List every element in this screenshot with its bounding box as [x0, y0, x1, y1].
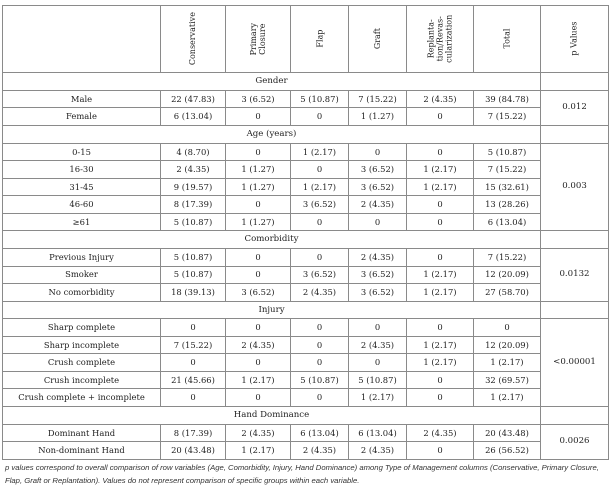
table-cell: 2 (4.35) — [407, 90, 474, 108]
p-value-cell: 0.003 — [541, 143, 609, 231]
table-cell: 2 (4.35) — [349, 442, 407, 460]
results-table-container — [2, 5, 608, 460]
row-label: Male — [3, 90, 161, 108]
table-cell: 0 — [291, 336, 349, 354]
table-row — [3, 213, 609, 231]
table-cell: 1 (2.17) — [474, 389, 541, 407]
row-label: Sharp complete — [3, 319, 161, 337]
header-replantation: Replanta- tion/Revas- cularization — [407, 6, 474, 73]
section-title: Injury — [3, 301, 541, 319]
table-cell: 27 (58.70) — [474, 284, 541, 302]
row-label: 46-60 — [3, 196, 161, 214]
table-cell: 0 — [407, 442, 474, 460]
table-cell: 9 (19.57) — [161, 178, 226, 196]
p-value-spacer — [541, 73, 609, 91]
table-cell: 20 (43.48) — [474, 424, 541, 442]
row-label: 16-30 — [3, 161, 161, 179]
table-cell: 1 (2.17) — [291, 178, 349, 196]
p-value-cell: 0.012 — [541, 90, 609, 125]
table-cell: 0 — [407, 371, 474, 389]
table-cell: 6 (13.04) — [161, 108, 226, 126]
table-row — [3, 249, 609, 267]
row-label: No comorbidity — [3, 284, 161, 302]
table-cell: 2 (4.35) — [226, 336, 291, 354]
header-graft: Graft — [349, 6, 407, 73]
row-label: Sharp incomplete — [3, 336, 161, 354]
table-cell: 3 (6.52) — [349, 284, 407, 302]
table-cell: 2 (4.35) — [291, 442, 349, 460]
table-row — [3, 371, 609, 389]
table-row — [3, 266, 609, 284]
table-row — [3, 178, 609, 196]
table-cell: 1 (2.17) — [407, 284, 474, 302]
header-p-values: p Values — [541, 6, 609, 73]
footnote: p values correspond to overall comparison of row variables (Age, Comorbidity, Injury, Hand Dominance) among Type of Management columns (Conservative, Primary Closure, Flap, Graft or Replantation). Values do not represent comparison of specific groups within each variable. — [5, 463, 599, 485]
table-cell: 0 — [226, 249, 291, 267]
table-cell: 8 (17.39) — [161, 424, 226, 442]
table-cell: 0 — [291, 108, 349, 126]
p-value-cell: 0.0026 — [541, 424, 609, 459]
table-row — [3, 284, 609, 302]
table-cell: 3 (6.52) — [349, 178, 407, 196]
table-cell: 3 (6.52) — [291, 266, 349, 284]
table-cell: 0 — [161, 319, 226, 337]
table-cell: 5 (10.87) — [349, 371, 407, 389]
table-cell: 0 — [407, 108, 474, 126]
row-label: Dominant Hand — [3, 424, 161, 442]
table-cell: 5 (10.87) — [291, 371, 349, 389]
row-label: Crush complete — [3, 354, 161, 372]
table-cell: 2 (4.35) — [407, 424, 474, 442]
table-cell: 0 — [291, 319, 349, 337]
table-cell: 1 (2.17) — [226, 442, 291, 460]
section-title: Hand Dominance — [3, 406, 541, 424]
header-total: Total — [474, 6, 541, 73]
table-cell: 2 (4.35) — [226, 424, 291, 442]
table-cell: 0 — [291, 354, 349, 372]
table-cell: 5 (10.87) — [474, 143, 541, 161]
table-row — [3, 90, 609, 108]
p-value-cell: 0.0132 — [541, 249, 609, 302]
header-primary-closure: Primary Closure — [226, 6, 291, 73]
table-cell: 0 — [407, 319, 474, 337]
table-cell: 7 (15.22) — [161, 336, 226, 354]
table-cell: 0 — [161, 389, 226, 407]
table-cell: 2 (4.35) — [291, 284, 349, 302]
table-cell: 0 — [407, 196, 474, 214]
table-cell: 1 (2.17) — [226, 371, 291, 389]
table-cell: 3 (6.52) — [226, 284, 291, 302]
table-cell: 0 — [407, 389, 474, 407]
p-value-spacer — [541, 231, 609, 249]
table-cell: 13 (28.26) — [474, 196, 541, 214]
table-cell: 1 (2.17) — [407, 336, 474, 354]
table-row — [3, 196, 609, 214]
section-header-row — [3, 301, 609, 319]
section-header-row — [3, 231, 609, 249]
table-cell: 1 (2.17) — [349, 389, 407, 407]
table-cell: 1 (2.17) — [474, 354, 541, 372]
table-row — [3, 442, 609, 460]
table-cell: 0 — [226, 319, 291, 337]
table-row — [3, 389, 609, 407]
section-header-row — [3, 125, 609, 143]
table-cell: 2 (4.35) — [349, 196, 407, 214]
table-cell: 1 (2.17) — [407, 354, 474, 372]
table-cell: 20 (43.48) — [161, 442, 226, 460]
table-body — [3, 73, 609, 460]
p-value-spacer — [541, 125, 609, 143]
table-cell: 8 (17.39) — [161, 196, 226, 214]
header-blank-cell — [3, 6, 161, 73]
table-cell: 18 (39.13) — [161, 284, 226, 302]
table-cell: 7 (15.22) — [349, 90, 407, 108]
p-value-spacer — [541, 406, 609, 424]
table-cell: 7 (15.22) — [474, 108, 541, 126]
table-cell: 0 — [291, 389, 349, 407]
section-header-row — [3, 73, 609, 91]
table-cell: 5 (10.87) — [161, 249, 226, 267]
table-cell: 26 (56.52) — [474, 442, 541, 460]
table-cell: 1 (1.27) — [226, 161, 291, 179]
table-cell: 6 (13.04) — [474, 213, 541, 231]
table-cell: 0 — [291, 213, 349, 231]
header-flap: Flap — [291, 6, 349, 73]
table-cell: 2 (4.35) — [161, 161, 226, 179]
table-cell: 5 (10.87) — [161, 266, 226, 284]
header-row — [3, 6, 609, 73]
table-cell: 0 — [226, 389, 291, 407]
table-cell: 12 (20.09) — [474, 336, 541, 354]
table-row — [3, 161, 609, 179]
table-cell: 3 (6.52) — [349, 266, 407, 284]
table-cell: 0 — [226, 354, 291, 372]
table-row — [3, 354, 609, 372]
table-cell: 2 (4.35) — [349, 336, 407, 354]
table-cell: 0 — [474, 319, 541, 337]
row-label: ≥61 — [3, 213, 161, 231]
table-cell: 0 — [349, 319, 407, 337]
table-cell: 39 (84.78) — [474, 90, 541, 108]
table-cell: 1 (2.17) — [291, 143, 349, 161]
table-cell: 1 (1.27) — [349, 108, 407, 126]
row-label: 31-45 — [3, 178, 161, 196]
table-cell: 0 — [349, 213, 407, 231]
table-cell: 0 — [291, 161, 349, 179]
table-row — [3, 424, 609, 442]
table-cell: 1 (2.17) — [407, 161, 474, 179]
table-cell: 0 — [291, 249, 349, 267]
table-cell: 2 (4.35) — [349, 249, 407, 267]
table-cell: 0 — [349, 354, 407, 372]
table-cell: 1 (1.27) — [226, 178, 291, 196]
row-label: Crush complete + incomplete — [3, 389, 161, 407]
table-cell: 15 (32.61) — [474, 178, 541, 196]
table-cell: 0 — [407, 213, 474, 231]
table-cell: 6 (13.04) — [291, 424, 349, 442]
table-cell: 32 (69.57) — [474, 371, 541, 389]
table-cell: 0 — [349, 143, 407, 161]
table-cell: 3 (6.52) — [291, 196, 349, 214]
table-cell: 3 (6.52) — [349, 161, 407, 179]
table-cell: 12 (20.09) — [474, 266, 541, 284]
p-value-spacer — [541, 301, 609, 319]
table-cell: 0 — [407, 249, 474, 267]
table-cell: 0 — [226, 196, 291, 214]
table-cell: 1 (2.17) — [407, 178, 474, 196]
table-row — [3, 336, 609, 354]
table-cell: 7 (15.22) — [474, 249, 541, 267]
table-cell: 7 (15.22) — [474, 161, 541, 179]
row-label: Smoker — [3, 266, 161, 284]
table-cell: 0 — [226, 143, 291, 161]
section-title: Age (years) — [3, 125, 541, 143]
section-title: Comorbidity — [3, 231, 541, 249]
table-cell: 3 (6.52) — [226, 90, 291, 108]
table-cell: 21 (45.66) — [161, 371, 226, 389]
table-cell: 1 (2.17) — [407, 266, 474, 284]
table-cell: 0 — [161, 354, 226, 372]
row-label: Female — [3, 108, 161, 126]
section-header-row — [3, 406, 609, 424]
table-cell: 22 (47.83) — [161, 90, 226, 108]
header-conservative: Conservative — [161, 6, 226, 73]
table-row — [3, 319, 609, 337]
results-table — [2, 5, 609, 460]
table-cell: 1 (1.27) — [226, 213, 291, 231]
table-cell: 0 — [226, 266, 291, 284]
section-title: Gender — [3, 73, 541, 91]
table-cell: 5 (10.87) — [161, 213, 226, 231]
table-cell: 4 (8.70) — [161, 143, 226, 161]
p-value-cell: <0.00001 — [541, 319, 609, 407]
row-label: Previous Injury — [3, 249, 161, 267]
row-label: Crush incomplete — [3, 371, 161, 389]
row-label: 0-15 — [3, 143, 161, 161]
row-label: Non-dominant Hand — [3, 442, 161, 460]
table-cell: 5 (10.87) — [291, 90, 349, 108]
table-row — [3, 108, 609, 126]
table-cell: 0 — [226, 108, 291, 126]
table-cell: 0 — [407, 143, 474, 161]
table-cell: 6 (13.04) — [349, 424, 407, 442]
table-row — [3, 143, 609, 161]
